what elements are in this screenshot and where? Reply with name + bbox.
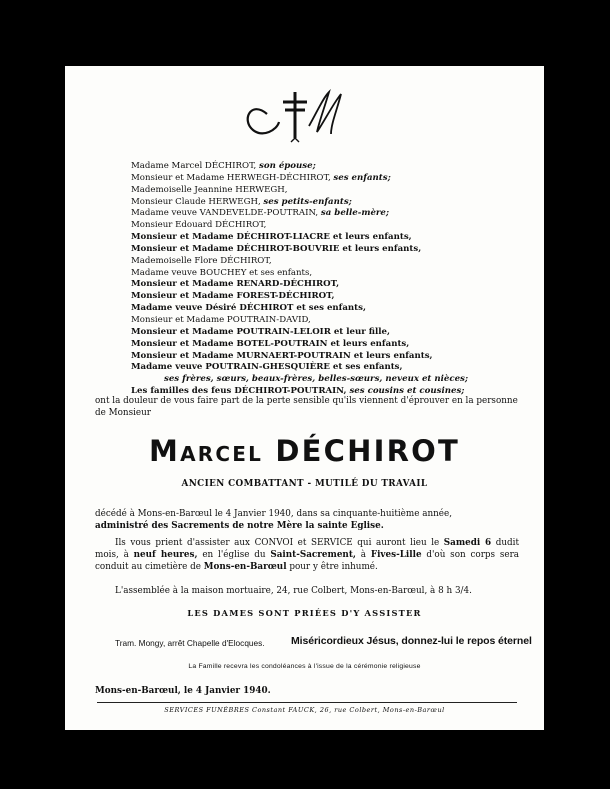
family-line: Monsieur et Madame DÉCHIROT-LIACRE et leurs enfants, xyxy=(131,232,412,243)
dateline: Mons-en-Barœul, le 4 Janvier 1940. xyxy=(95,686,271,696)
family-line: Monsieur et Madame BOTEL-POUTRAIN et leurs enfants, xyxy=(131,338,410,349)
relatives-line: ses frères, sœurs, beaux-frères, belles-sœurs, neveux et nièces; xyxy=(164,374,469,385)
family-line: Monsieur et Madame MURNAERT-POUTRAIN et leurs enfants, xyxy=(131,350,433,361)
family-line: Mademoiselle Jeannine HERWEGH, xyxy=(131,184,288,195)
family-line: Monsieur et Madame HERWEGH-DÉCHIROT, ses enfants; xyxy=(131,172,391,183)
assembly-notice: L'assemblée à la maison mortuaire, 24, rue Colbert, Mons-en-Barœul, à 8 h 3/4. xyxy=(115,586,472,596)
family-line: Madame Marcel DÉCHIROT, son épouse; xyxy=(131,161,316,171)
family-list xyxy=(131,161,536,398)
intro-text: ont la douleur de vous faire part de la perte sensible qu'ils viennent d'éprouver en la personne de Monsieur xyxy=(95,396,518,418)
family-line: Monsieur et Madame POUTRAIN-LELOIR et leur fille, xyxy=(131,326,390,337)
family-line: Madame veuve VANDEVELDE-POUTRAIN, sa belle-mère; xyxy=(131,208,390,219)
family-line: Monsieur Edouard DÉCHIROT, xyxy=(131,220,267,231)
tram-notice: Tram. Mongy, arrêt Chapelle d'Elocques. xyxy=(115,638,265,648)
families-line: Les familles des feus DÉCHIROT-POUTRAIN, ses cousins et cousines; xyxy=(131,386,465,397)
ladies-notice: LES DAMES SONT PRIÉES D'Y ASSISTER xyxy=(187,608,422,618)
family-line: Madame veuve BOUCHEY et ses enfants, xyxy=(131,267,313,278)
family-line: Mademoiselle Flore DÉCHIROT, xyxy=(131,255,272,266)
funeral-services-footer: SERVICES FUNÈBRES Constant FAUCK, 26, rue Colbert, Mons-en-Barœul xyxy=(164,706,445,714)
prayer-line: Miséricordieux Jésus, donnez-lui le repos éternel xyxy=(291,635,532,647)
family-line: Monsieur Claude HERWEGH, ses petits-enfants; xyxy=(131,196,352,207)
deceased-titles: ANCIEN COMBATTANT - MUTILÉ DU TRAVAIL xyxy=(181,479,428,489)
cross-monogram-icon xyxy=(237,86,357,144)
condolences-notice: La Famille recevra les condoléances à l'issue de la cérémonie religieuse xyxy=(188,663,421,670)
family-line: Madame veuve POUTRAIN-GHESQUIÈRE et ses enfants, xyxy=(131,362,403,373)
deceased-name: Marcel DÉCHIROT xyxy=(149,434,460,468)
obituary-card xyxy=(65,66,544,730)
family-line: Monsieur et Madame RENARD-DÉCHIROT, xyxy=(131,279,340,290)
family-line: Monsieur et Madame POUTRAIN-DAVID, xyxy=(131,314,311,325)
death-notice: décédé à Mons-en-Barœul le 4 Janvier 1940, dans sa cinquante-huitième année, administré des Sacrements de notre Mère la sainte Eglise. xyxy=(95,509,453,531)
family-line: Monsieur et Madame DÉCHIROT-BOUVRIE et leurs enfants, xyxy=(131,243,422,254)
family-line: Monsieur et Madame FOREST-DÉCHIROT, xyxy=(131,291,335,302)
funeral-invitation: Ils vous prient d'assister aux CONVOI et SERVICE qui auront lieu le Samedi 6 dudit mois, à neuf heures, en l'église du Saint-Sacrement, à Fives-Lille d'où son corps sera conduit au cimetière de Mons-en-Barœul pour y être inhumé. xyxy=(95,538,520,572)
family-line: Madame veuve Désiré DÉCHIROT et ses enfants, xyxy=(131,303,366,314)
divider xyxy=(97,702,517,703)
